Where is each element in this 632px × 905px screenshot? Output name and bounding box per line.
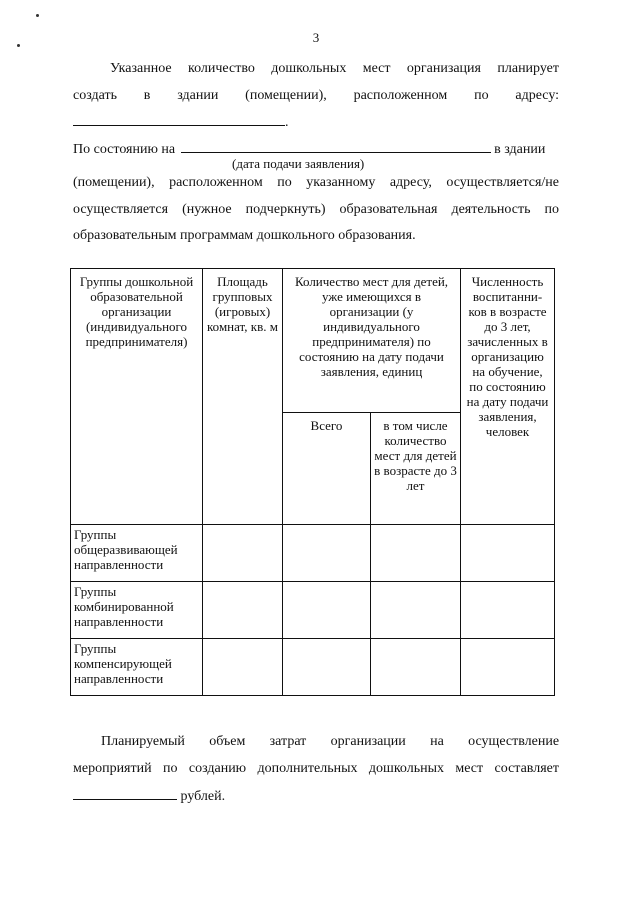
row-label: Группы комбинированной направленности (71, 582, 203, 639)
word: объем (209, 734, 246, 749)
cell-pupils[interactable] (461, 582, 555, 639)
word: планирует (497, 61, 560, 76)
address-blank[interactable] (73, 113, 285, 126)
scan-speck (36, 14, 39, 17)
word: затрат (269, 734, 307, 749)
address-blank-line (73, 113, 289, 131)
row-label: Группы компенсирующей направленности (71, 639, 203, 696)
word: (помещении), (245, 88, 327, 103)
header-total: Всего (283, 413, 371, 525)
cell-under-3[interactable] (371, 582, 461, 639)
cell-pupils[interactable] (461, 525, 555, 582)
word: осуществление (468, 734, 560, 749)
word: адресу: (515, 88, 560, 103)
word: расположенном (353, 88, 448, 103)
cell-total[interactable] (283, 639, 371, 696)
cell-area[interactable] (203, 525, 283, 582)
paragraph-status-line-2: (помещении), расположенном по указанному адресу, осуществляется/не (73, 175, 559, 190)
cell-area[interactable] (203, 582, 283, 639)
cell-pupils[interactable] (461, 639, 555, 696)
header-pupils: Численность воспитанни-ков в возрасте до 3 лет, зачисленных в организацию на обучение, по состоянию на дату подачи заявления, человек (461, 269, 555, 525)
rubles-label: рублей. (180, 789, 226, 804)
table-row (71, 639, 555, 696)
word: по (474, 88, 489, 103)
word: дошкольных (271, 61, 347, 76)
table-row (71, 525, 555, 582)
paragraph-costs-line-2: мероприятий по созданию дополнительных дошкольных мест составляет (73, 761, 559, 776)
word: Указанное (110, 61, 172, 76)
header-area: Площадь групповых (игровых) комнат, кв. м (203, 269, 283, 525)
word: на (430, 734, 444, 749)
cell-area[interactable] (203, 639, 283, 696)
header-groups: Группы дошкольной образовательной организации (индивидуального предпринимателя) (71, 269, 203, 525)
cell-under-3[interactable] (371, 639, 461, 696)
page-number: 3 (312, 30, 320, 45)
word: Планируемый (101, 734, 185, 749)
word: мест (362, 61, 391, 76)
cell-total[interactable] (283, 582, 371, 639)
costs-amount-line (73, 787, 225, 805)
period: . (285, 115, 289, 130)
in-building-label: в здании (494, 142, 546, 157)
groups-table (70, 268, 555, 696)
word: в (143, 88, 151, 103)
amount-blank[interactable] (73, 787, 177, 800)
status-date-label: По состоянию на (73, 142, 176, 157)
paragraph-address-line-2 (73, 88, 559, 104)
date-blank[interactable] (181, 140, 491, 153)
header-under-3: в том числе количество мест для детей в возрасте до 3 лет (371, 413, 461, 525)
word: создать (73, 88, 117, 103)
word: количество (188, 61, 255, 76)
cell-under-3[interactable] (371, 525, 461, 582)
paragraph-status-line-4: образовательным программам дошкольного образования. (73, 228, 416, 243)
date-hint: (дата подачи заявления) (232, 156, 365, 171)
word: организации (330, 734, 406, 749)
word: здании (177, 88, 219, 103)
paragraph-status-line-3: осуществляется (нужное подчеркнуть) образовательная деятельность по (73, 202, 559, 217)
header-places: Количество мест для детей, уже имеющихся в организации (у индивидуального предпринимателя) по состоянию на дату подачи заявления, единиц (283, 269, 461, 413)
row-label: Группы общеразвивающей направленности (71, 525, 203, 582)
table-row (71, 582, 555, 639)
paragraph-costs-line-1 (101, 734, 559, 750)
paragraph-address-line-1 (110, 61, 559, 77)
cell-total[interactable] (283, 525, 371, 582)
word: организация (406, 61, 481, 76)
